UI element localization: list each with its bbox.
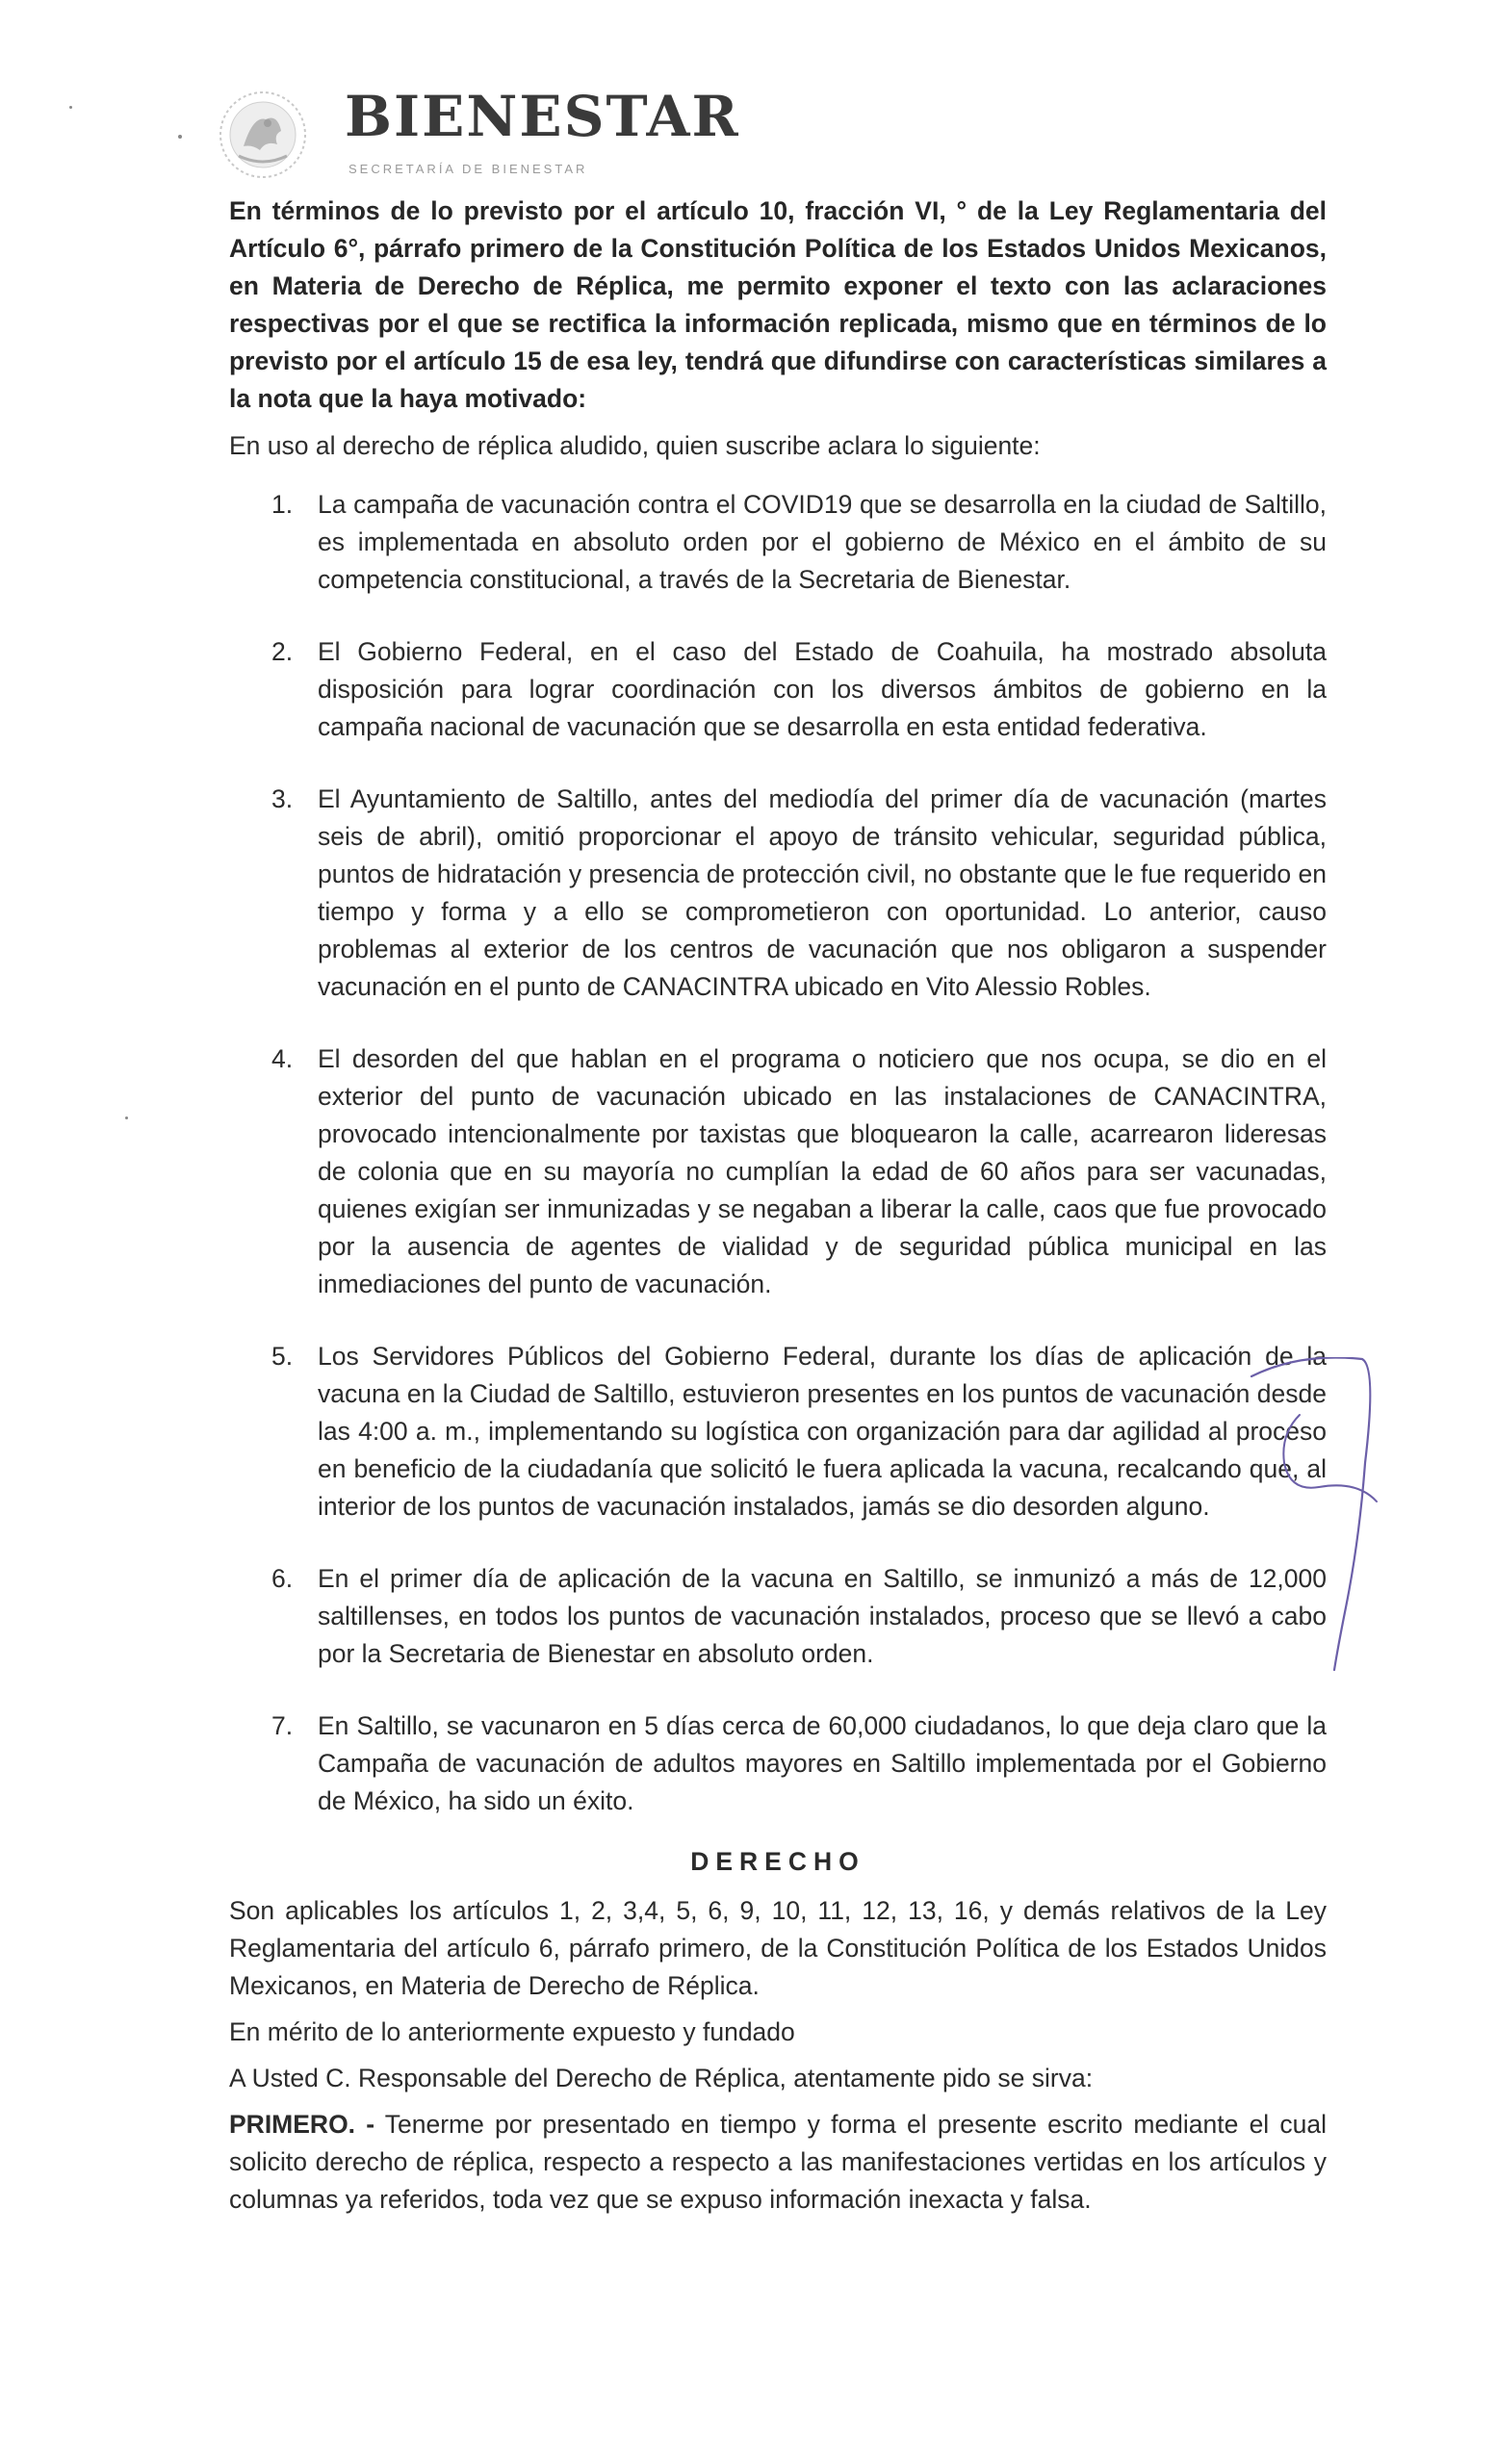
- handwritten-initial-signature: [1242, 1357, 1406, 1675]
- merito-paragraph: En mérito de lo anteriormente expuesto y fundado: [229, 2017, 795, 2046]
- clarifications-list: [229, 486, 1327, 1820]
- list-item: [271, 781, 1327, 1006]
- item-text: El Ayuntamiento de Saltillo, antes del mediodía del primer día de vacunación (martes seis de abril), omitió proporcionar el apoyo de tránsito vehicular, seguridad pública, puntos de hidratación y presencia de protección civil, no obstante que le fue requerido en tiempo y forma y a ello se comprometieron con oportunidad. Lo anterior, causo problemas al exterior de los centros de vacunación que nos obligaron a suspender vacunación en el punto de CANACINTRA ubicado en Vito Alessio Robles.: [318, 784, 1327, 1001]
- list-item: [271, 1040, 1327, 1303]
- item-text: El desorden del que hablan en el programa o noticiero que nos ocupa, se dio en el exterior del punto de vacunación ubicado en las instalaciones de CANACINTRA, provocado intencionalmente por taxistas que bloquearon la calle, acarrearon lideresas de colonia que en su mayoría no cumplían la edad de 60 años para ser vacunadas, quienes exigían ser inmunizadas y se negaban a liberar la calle, caos que fue provocado por la ausencia de agentes de vialidad y de seguridad pública municipal en las inmediaciones del punto de vacunación.: [318, 1044, 1327, 1298]
- list-item: [271, 486, 1327, 599]
- primero-label: PRIMERO. -: [229, 2110, 375, 2139]
- list-item: [271, 633, 1327, 746]
- primero-paragraph: [229, 2106, 1327, 2219]
- item-text: La campaña de vacunación contra el COVID19 que se desarrolla en la ciudad de Saltillo, es implementada en absoluto orden por el gobierno de México en el ámbito de su competencia constitucional, a través de la Secretaria de Bienestar.: [318, 490, 1327, 594]
- item-number: 6.: [271, 1564, 294, 1593]
- item-text: Los Servidores Públicos del Gobierno Federal, durante los días de aplicación de la vacuna en la Ciudad de Saltillo, estuvieron presentes en los puntos de vacunación desde las 4:00 a. m., implementando su logística con organización para dar agilidad al proceso en beneficio de la ciudadanía que solicitó le fuera aplicada la vacuna, recalcando que, al interior de los puntos de vacunación instalados, jamás se dio desorden alguno.: [318, 1342, 1327, 1521]
- derecho-paragraph: Son aplicables los artículos 1, 2, 3,4, 5, 6, 9, 10, 11, 12, 13, 16, y demás relativos de la Ley Reglamentaria del artículo 6, párrafo primero, de la Constitución Política de los Estados Unidos Mexicanos, en Materia de Derecho de Réplica.: [229, 1896, 1327, 2000]
- bienestar-logo: [210, 85, 749, 181]
- item-number: 3.: [271, 784, 294, 813]
- item-number: 7.: [271, 1711, 294, 1740]
- primero-text: Tenerme por presentado en tiempo y forma el presente escrito mediante el cual solicito derecho de réplica, respecto a respecto a las manifestaciones vertidas en los artículos y columnas ya referidos, toda vez que se expuso información inexacta y falsa.: [229, 2110, 1327, 2214]
- list-item: [271, 1707, 1327, 1820]
- item-number: 4.: [271, 1044, 294, 1073]
- item-number: 1.: [271, 490, 294, 519]
- item-number: 5.: [271, 1342, 294, 1371]
- item-text: En el primer día de aplicación de la vacuna en Saltillo, se inmunizó a más de 12,000 saltillenses, en todos los puntos de vacunación instalados, proceso que se llevó a cabo por la Secretaria de Bienestar en absoluto orden.: [318, 1564, 1327, 1668]
- scan-speck: [178, 135, 182, 139]
- item-number: 2.: [271, 637, 294, 666]
- coat-of-arms-seal-icon: [210, 87, 335, 183]
- intro-paragraph: En términos de lo previsto por el artículo 10, fracción VI, ° de la Ley Reglamentaria del Artículo 6°, párrafo primero de la Constitución Política de los Estados Unidos Mexicanos, en Materia de Derecho de Réplica, me permito exponer el texto con las aclaraciones respectivas por el que se rectifica la información replicada, mismo que en términos de lo previsto por el artículo 15 de esa ley, tendrá que difundirse con características similares a la nota que la haya motivado:: [229, 196, 1327, 413]
- list-item: [271, 1560, 1327, 1673]
- brand-name: BIENESTAR: [345, 84, 740, 149]
- item-text: En Saltillo, se vacunaron en 5 días cerca de 60,000 ciudadanos, lo que deja claro que la Campaña de vacunación de adultos mayores en Saltillo implementada por el Gobierno de México, ha sido un éxito.: [318, 1711, 1327, 1815]
- brand-subtitle: SECRETARÍA DE BIENESTAR: [348, 162, 588, 176]
- lead-paragraph: En uso al derecho de réplica aludido, quien suscribe aclara lo siguiente:: [229, 431, 1041, 460]
- scan-speck: [69, 106, 72, 109]
- derecho-heading: DERECHO: [690, 1847, 865, 1876]
- list-item: [271, 1338, 1327, 1526]
- scan-speck: [125, 1116, 128, 1119]
- item-text: El Gobierno Federal, en el caso del Estado de Coahuila, ha mostrado absoluta disposición para lograr coordinación con los diversos ámbitos de gobierno en la campaña nacional de vacunación que se desarrolla en esta entidad federativa.: [318, 637, 1327, 741]
- document-body: [229, 192, 1327, 2227]
- usted-paragraph: A Usted C. Responsable del Derecho de Réplica, atentamente pido se sirva:: [229, 2064, 1094, 2092]
